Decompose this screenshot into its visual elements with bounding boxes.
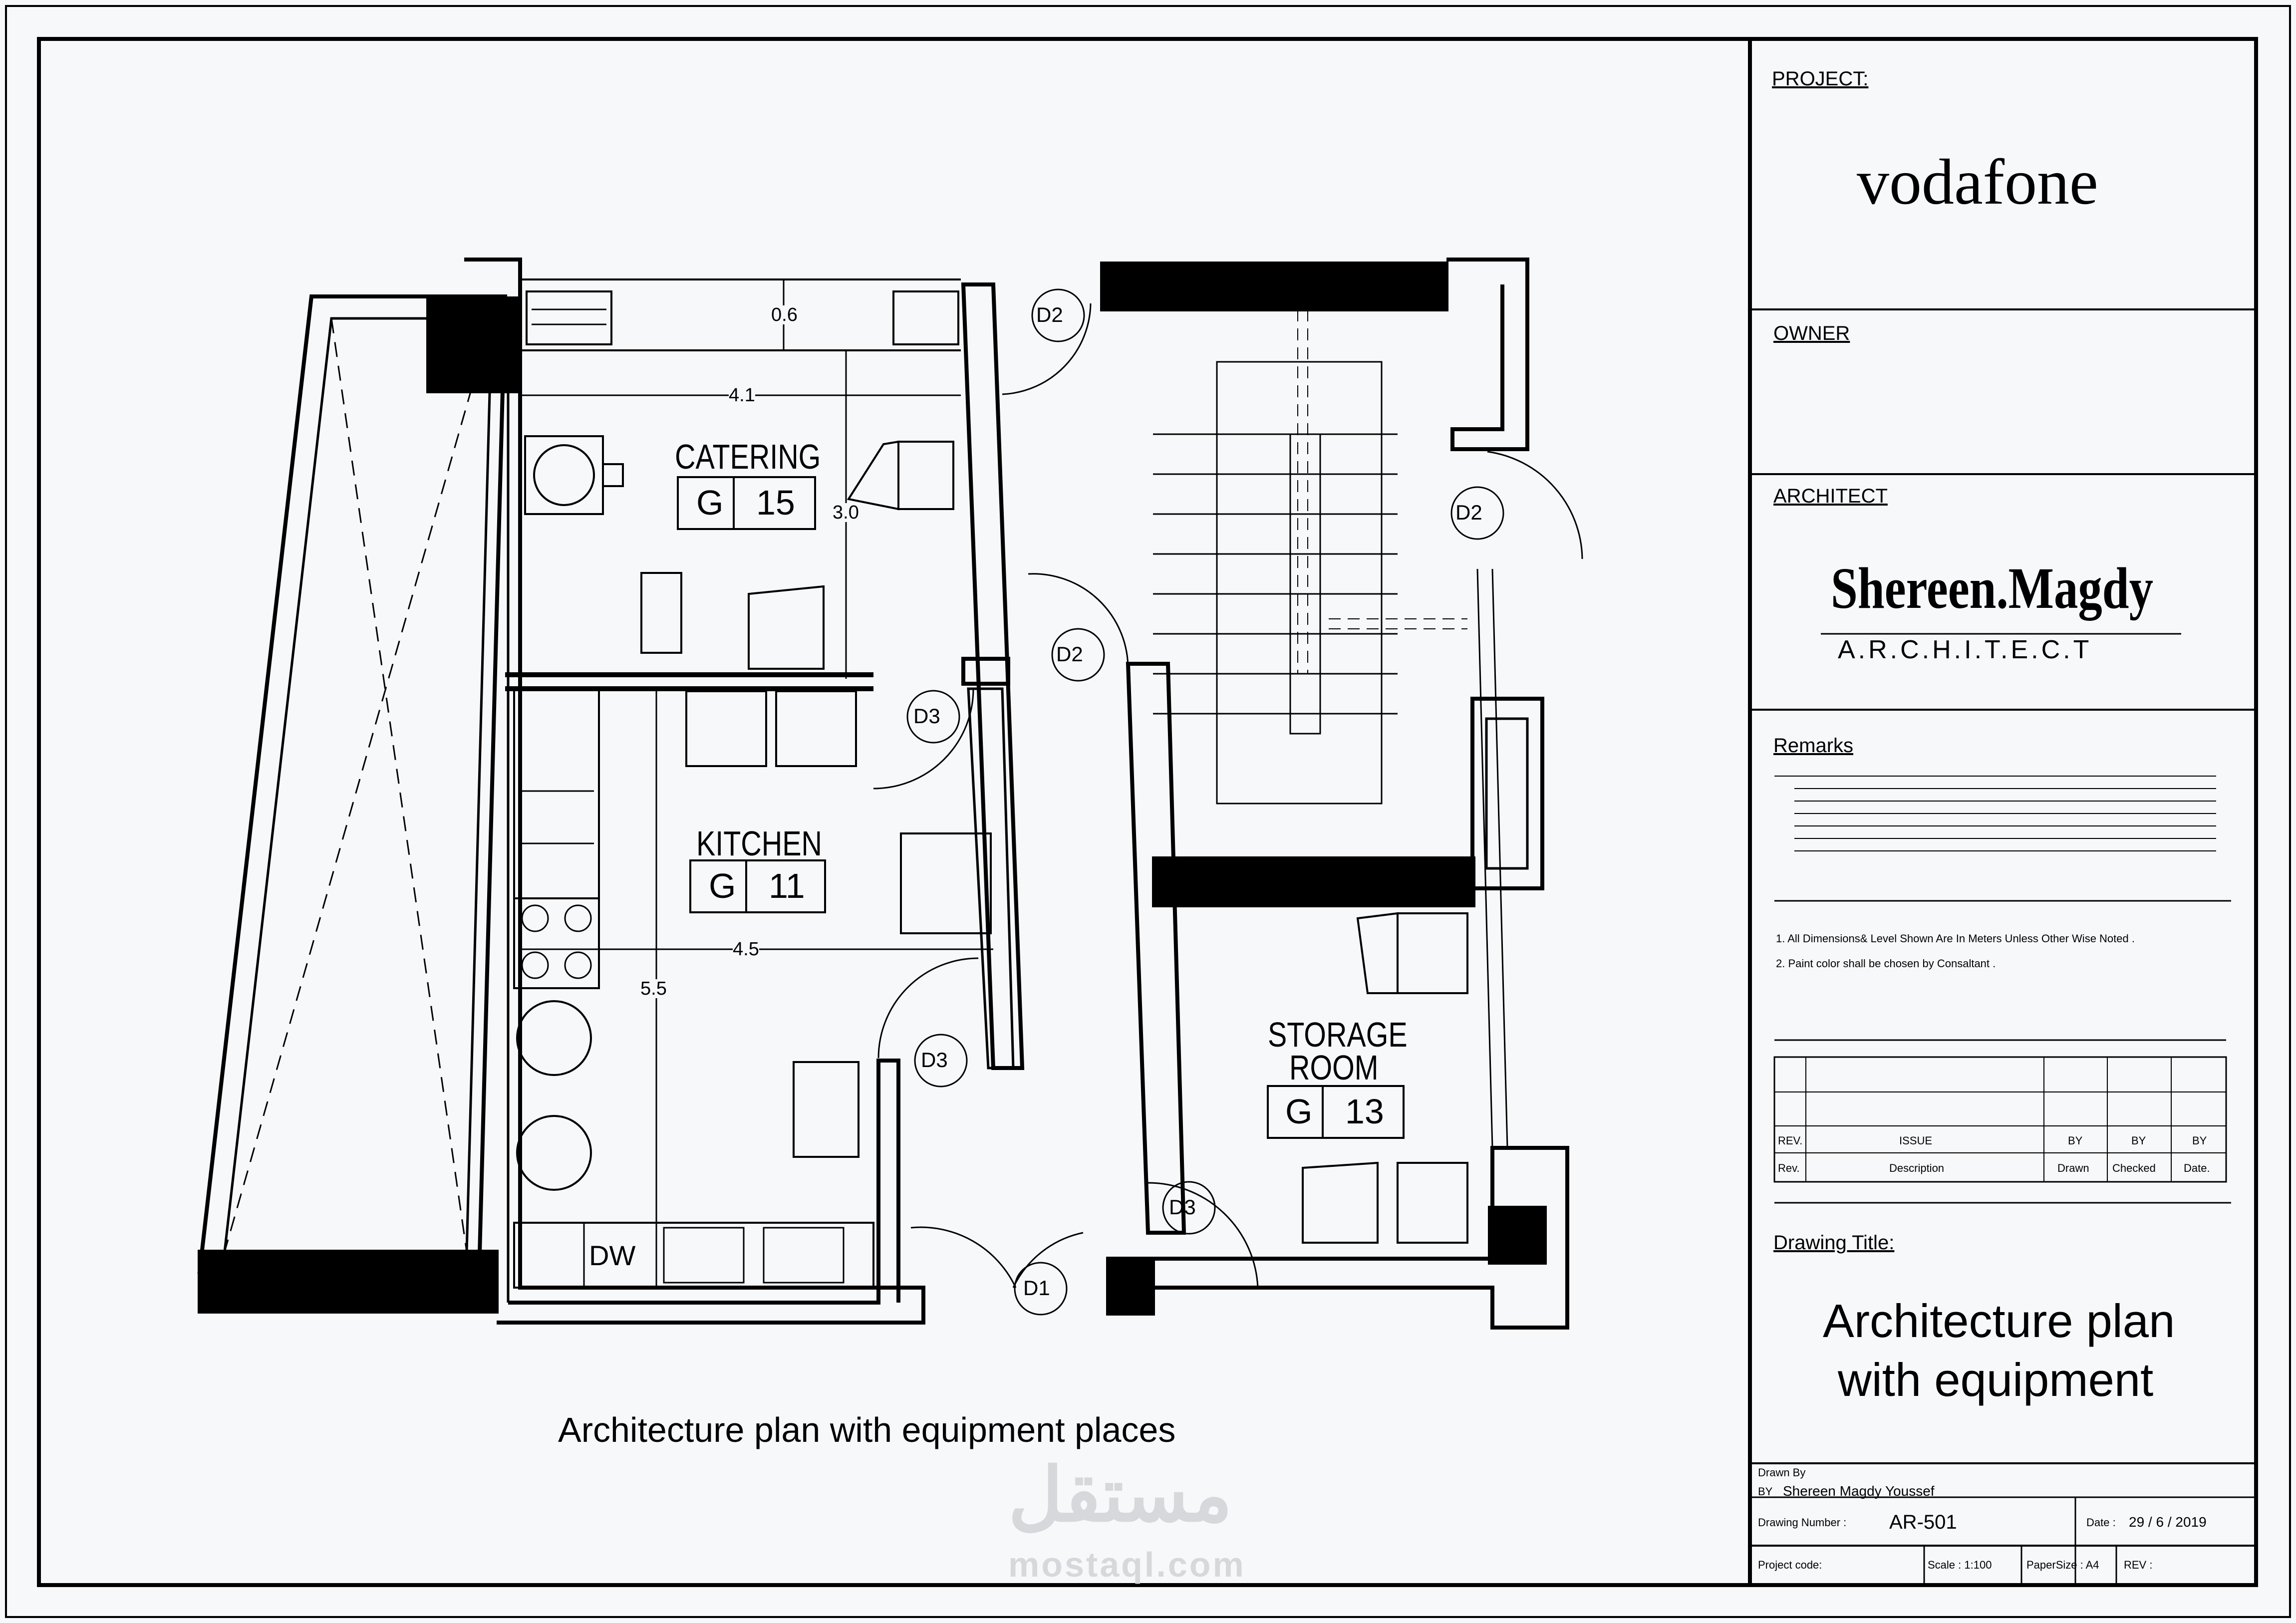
door-tag: D2 (1036, 303, 1063, 326)
drawing-number: AR-501 (1889, 1511, 1957, 1533)
column (428, 298, 519, 391)
rev-table-cell: BY (2068, 1134, 2083, 1147)
project-code-label: Project code: (1758, 1559, 1822, 1571)
drawn-by-label: Drawn By (1758, 1466, 1806, 1479)
rev-table-cell: Description (1889, 1162, 1945, 1174)
drawing-title-line1: Architecture plan (1823, 1295, 2175, 1347)
project-label: PROJECT: (1772, 68, 1869, 90)
dimension-label: 4.1 (729, 385, 755, 406)
room-number-kitchen: 11 (769, 866, 805, 905)
dishwasher-label: DW (589, 1240, 636, 1271)
room-code-kitchen: G (709, 866, 736, 905)
architect-label: ARCHITECT (1773, 485, 1888, 507)
rev-table-cell: Rev. (1778, 1162, 1800, 1174)
rev-table-cell: ISSUE (1899, 1134, 1933, 1147)
note-2: 2. Paint color shall be chosen by Consaltant . (1776, 957, 1996, 970)
room-code-catering: G (696, 483, 724, 522)
note-1: 1. All Dimensions& Level Shown Are In Meters Unless Other Wise Noted . (1776, 932, 2135, 945)
drawing-number-label: Drawing Number : (1758, 1516, 1847, 1529)
remarks-label: Remarks (1773, 735, 1854, 757)
room-number-storage: 13 (1345, 1092, 1384, 1131)
room-code-storage: G (1285, 1092, 1313, 1131)
room-name-kitchen: KITCHEN (696, 824, 822, 863)
architect-logo-sub: A.R.C.H.I.T.E.C.T (1838, 635, 2092, 664)
by-label: BY (1758, 1485, 1773, 1498)
plan-caption: Architecture plan with equipment places (558, 1410, 1176, 1449)
stair-wall-solid (1102, 264, 1446, 309)
room-name-catering: CATERING (675, 437, 821, 476)
door-tag: D2 (1455, 501, 1482, 524)
door-tag: D2 (1056, 642, 1083, 666)
watermark-arabic: مستقل (1008, 1453, 1232, 1537)
watermark-latin: mostaql.com (1008, 1545, 1246, 1584)
door-tag: D3 (921, 1048, 948, 1072)
rev-label: REV : (2124, 1559, 2153, 1571)
door-tag: D1 (1023, 1276, 1050, 1300)
rev-table-cell: BY (2131, 1134, 2146, 1147)
balcony-wall-solid (200, 1252, 497, 1312)
architect-logo-name: Shereen.Magdy (1831, 555, 2153, 621)
drawing-title-label: Drawing Title: (1773, 1232, 1895, 1254)
date-value: 29 / 6 / 2019 (2129, 1514, 2207, 1530)
rev-table-cell: Drawn (2057, 1162, 2089, 1174)
room-name-storage-2: ROOM (1289, 1048, 1379, 1087)
dimension-label: 3.0 (833, 502, 859, 523)
rev-table-cell: BY (2192, 1134, 2207, 1147)
paper-size-label: PaperSize : A4 (2026, 1559, 2099, 1571)
storage-wall-solid (1154, 858, 1473, 905)
rev-table-cell: Checked (2112, 1162, 2156, 1174)
scale-label: Scale : 1:100 (1928, 1559, 1992, 1571)
floor-plan (200, 260, 1582, 1328)
owner-label: OWNER (1773, 322, 1850, 344)
door-tag: D3 (913, 704, 940, 728)
drawing-title-line2: with equipment (1838, 1353, 2154, 1406)
rev-table-cell: REV. (1778, 1134, 1803, 1147)
room-number-catering: 15 (756, 483, 795, 522)
drawn-by-name: Shereen Magdy Youssef (1783, 1483, 1935, 1499)
rev-table-cell: Date. (2184, 1162, 2210, 1174)
date-label: Date : (2086, 1516, 2116, 1529)
dimension-label: 5.5 (640, 978, 667, 999)
dimension-label: 0.6 (771, 304, 798, 325)
project-name: vodafone (1857, 146, 2098, 218)
dimension-label: 4.5 (733, 939, 759, 960)
room-name-storage: STORAGE (1268, 1015, 1408, 1054)
balcony-outline (200, 296, 505, 1272)
door-tag: D3 (1169, 1195, 1196, 1219)
